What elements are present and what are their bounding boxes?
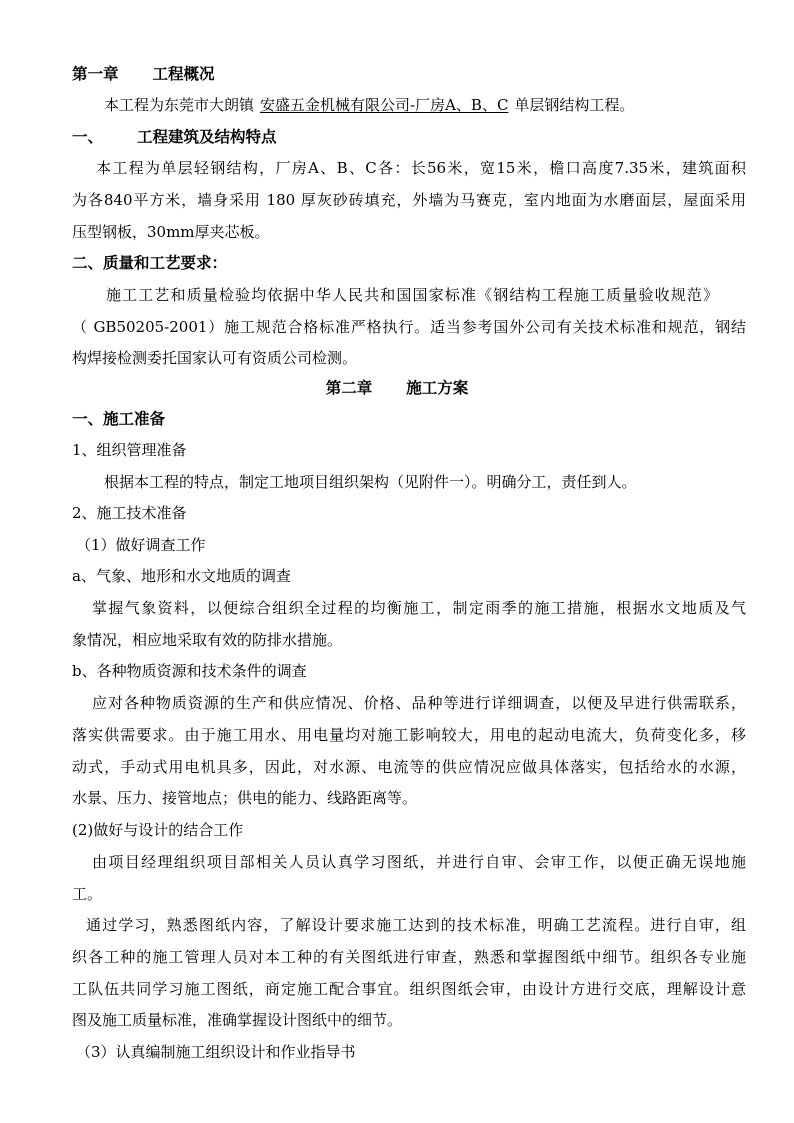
section1-heading xyxy=(72,127,277,149)
section1-line-3: 压型钢板，30mm厚夹芯板。 xyxy=(72,223,270,241)
prep-item1-text: 根据本工程的特点，制定工地项目组织架构（见附件一）。明确分工，责任到人。 xyxy=(104,473,637,491)
chapter1-intro xyxy=(104,95,634,117)
prep-a-title: a、气象、地形和水文地质的调查 xyxy=(72,567,291,585)
prep-sub3-title: （3）认真编制施工组织设计和作业指导书 xyxy=(76,1043,356,1061)
prep-item2-title: 2、施工技术准备 xyxy=(72,504,187,522)
prep-sub2-title: (2)做好与设计的结合工作 xyxy=(72,821,244,839)
prep-sub2-para2-line-4: 图及施工质量标准，准确掌握设计图纸中的细节。 xyxy=(72,1011,403,1029)
prep-a-line-1: 掌握气象资料，以便综合组织全过程的均衡施工，制定雨季的施工措施，根据水文地质及气 xyxy=(92,599,746,617)
prep-b-title: b、各种物质资源和技术条件的调查 xyxy=(72,662,307,680)
prep-heading: 一、施工准备 xyxy=(72,409,166,428)
prep-sub2-line-2: 工。 xyxy=(72,885,103,903)
prep-sub2-line-1: 由项目经理组织项目部相关人员认真学习图纸，并进行自审、会审工作，以便正确无误地施 xyxy=(92,853,746,871)
section2-heading: 二、质量和工艺要求： xyxy=(72,253,228,272)
section1-line-2: 为各840平方米，墙身采用 180 厚灰砂砖填充，外墙为马赛克，室内地面为水磨面层，屋面采用 xyxy=(72,191,746,209)
chapter1-number: 第一章 xyxy=(72,64,119,83)
chapter1-title: 工程概况 xyxy=(152,64,215,83)
prep-sub1-title: （1）做好调查工作 xyxy=(76,536,206,554)
intro-prefix: 本工程为东莞市大朗镇 xyxy=(104,96,255,114)
section2-line-2: （ GB50205-2001）施工规范合格标准严格执行。适当参考国外公司有关技术标准和规范，钢结 xyxy=(72,318,746,336)
chapter2-title: 施工方案 xyxy=(406,378,469,397)
section2-line-1: 施工工艺和质量检验均依据中华人民共和国国家标准《钢结构工程施工质量验收规范》 xyxy=(106,286,718,304)
intro-company: 安盛五金机械有限公司-厂房A、B、C xyxy=(260,96,509,114)
prep-a-line-2: 象情况，相应地采取有效的防排水措施。 xyxy=(72,631,343,649)
prep-sub2-para2-line-1: 通过学习，熟悉图纸内容，了解设计要求施工达到的技术标准，明确工艺流程。进行自审，组 xyxy=(86,916,746,934)
intro-suffix: 单层钢结构工程。 xyxy=(514,96,635,114)
section1-line-1: 本工程为单层轻钢结构，厂房A、B、C各：长56米，宽15米，檐口高度7.35米，建筑面积 xyxy=(96,159,746,177)
prep-b-line-4: 水景、压力、接管地点；供电的能力、线路距离等。 xyxy=(72,789,418,807)
prep-sub2-para2-line-3: 工队伍共同学习施工图纸，商定施工配合事宜。组织图纸会审，由设计方进行交底，理解设计意 xyxy=(72,980,746,998)
chapter2-heading xyxy=(0,378,794,400)
section1-title: 工程建筑及结构特点 xyxy=(137,127,277,146)
prep-b-line-2: 落实供需要求。由于施工用水、用电量均对施工影响较大，用电的起动电流大，负荷变化多，移 xyxy=(72,726,746,744)
prep-item1-title: 1、组织管理准备 xyxy=(72,441,187,459)
prep-sub2-para2-line-2: 织各工种的施工管理人员对本工种的有关图纸进行审查，熟悉和掌握图纸中细节。组织各专业施 xyxy=(72,948,746,966)
chapter2-number: 第二章 xyxy=(325,378,373,397)
prep-b-line-1: 应对各种物质资源的生产和供应情况、价格、品种等进行详细调查，以便及早进行供需联系， xyxy=(92,694,746,712)
chapter1-heading xyxy=(72,64,215,86)
prep-b-line-3: 动式，手动式用电机具多，因此，对水源、电流等的供应情况应做具体落实，包括给水的水源， xyxy=(72,758,746,776)
section2-line-3: 构焊接检测委托国家认可有资质公司检测。 xyxy=(72,349,358,367)
section1-number: 一、 xyxy=(72,127,104,146)
